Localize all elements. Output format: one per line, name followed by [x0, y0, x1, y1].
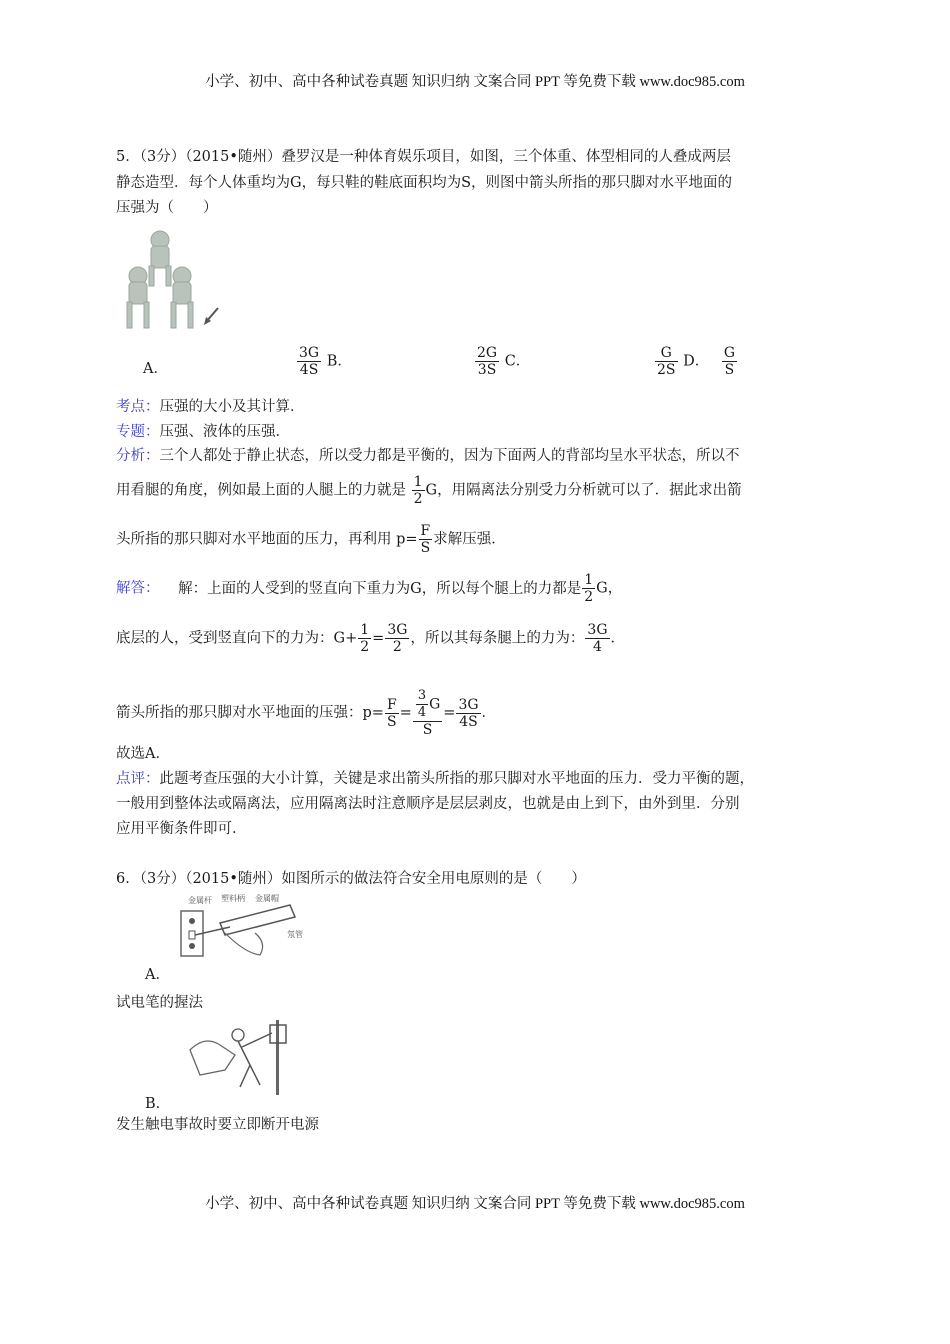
- svg-text:金属帽: 金属帽: [255, 894, 279, 903]
- q5-jieda-line3: 箭头所指的那只脚对水平地面的压强：p= $\frac{F}{S}$ = $\frac{3}{4}$ G S = $\frac{3G}{4S}$ ．: [116, 688, 497, 738]
- q5-option-d-value: $\frac{G}{S}$: [723, 345, 736, 378]
- q6-stem: 6．（3分）（2015•随州）如图所示的做法符合安全用电原则的是（ ）: [116, 871, 586, 887]
- q6-option-a-label[interactable]: A．: [145, 967, 170, 983]
- svg-text:氖管: 氖管: [287, 930, 303, 939]
- option-a-label: A．: [143, 361, 168, 377]
- q5-answer: 故选A．: [116, 746, 170, 762]
- q5-jieda-line1: 解答： 解：上面的人受到的竖直向下重力为G，所以每个腿上的力都是 $\frac{1}{2}$ G，: [116, 572, 623, 605]
- q5-kaodian: 考点：压强的大小及其计算．: [116, 399, 305, 415]
- option-b-label[interactable]: B．: [326, 353, 352, 370]
- q5-option-b-value: $\frac{2G}{3S}$ C．: [477, 345, 531, 378]
- option-c-label[interactable]: C．: [504, 353, 531, 370]
- q5-dianping-line1: 点评：此题考查压强的大小计算，关键是求出箭头所指的那只脚对水平地面的压力．受力平衡的题，: [116, 771, 754, 787]
- zhuanti-label: 专题：: [116, 424, 160, 440]
- three-people-pyramid-image: [120, 228, 230, 333]
- electric-shock-rescue-image: [180, 1015, 305, 1095]
- q5-jieda-line2: 底层的人，受到竖直向下的力为：G+ $\frac{1}{2}$ = $\frac{3G}{2}$ ，所以其每条腿上的力为： $\frac{3G}{4}$ ．: [116, 622, 625, 655]
- q5-fenxi-line2: 用看腿的角度，例如最上面的人腿上的力就是 $\frac{1}{2}$ G，用隔离法分别受力分析就可以了．据此求出箭: [116, 474, 742, 507]
- q5-option-c-value: $\frac{G}{2S}$ D． $\frac{G}{S}$: [657, 345, 736, 378]
- q5-fenxi-line1: 分析：三个人都处于静止状态，所以受力都是平衡的，因为下面两人的背部均呈水平状态，所以不: [116, 448, 740, 464]
- option-d-label[interactable]: D．: [683, 353, 710, 370]
- dianping-label: 点评：: [116, 771, 160, 787]
- jieda-label: 解答：: [116, 580, 160, 597]
- svg-text:金属杆: 金属杆: [188, 896, 212, 905]
- fenxi-label: 分析：: [116, 448, 160, 464]
- page-footer: 小学、初中、高中各种试卷真题 知识归纳 文案合同 PPT 等免费下载 www.doc985.com: [205, 1196, 745, 1212]
- q5-stem-line2: 静态造型．每个人体重均为G，每只鞋的鞋底面积均为S，则图中箭头所指的那只脚对水平地面的: [116, 175, 733, 191]
- q5-dianping-line3: 应用平衡条件即可．: [116, 821, 247, 837]
- q5-zhuanti: 专题：压强、液体的压强．: [116, 424, 290, 440]
- q5-option-a-value: $\frac{3G}{4S}$ B．: [299, 345, 352, 378]
- q5-stem-line3: 压强为（ ）: [116, 200, 218, 216]
- page-header: 小学、初中、高中各种试卷真题 知识归纳 文案合同 PPT 等免费下载 www.doc985.com: [205, 74, 745, 90]
- q6-option-a-caption: 试电笔的握法: [116, 995, 203, 1011]
- q5-dianping-line2: 一般用到整体法或隔离法，应用隔离法时注意顺序是层层剥皮，也就是由上到下，由外到里．分别: [116, 796, 740, 812]
- q6-option-b-label[interactable]: B．: [145, 1096, 171, 1112]
- svg-text:塑料柄: 塑料柄: [221, 894, 245, 903]
- q5-option-a[interactable]: [143, 357, 168, 378]
- test-pen-grip-image: [175, 893, 315, 963]
- q5-stem-line1: 5．（3分）（2015•随州）叠罗汉是一种体育娱乐项目，如图，三个体重、体型相同的人叠成两层: [116, 149, 731, 165]
- q6-option-b-caption: 发生触电事故时要立即断开电源: [116, 1117, 319, 1133]
- q5-fenxi-line3: 头所指的那只脚对水平地面的压力，再利用 p= $\frac{F}{S}$ 求解压强．: [116, 523, 506, 556]
- kaodian-label: 考点：: [116, 399, 160, 415]
